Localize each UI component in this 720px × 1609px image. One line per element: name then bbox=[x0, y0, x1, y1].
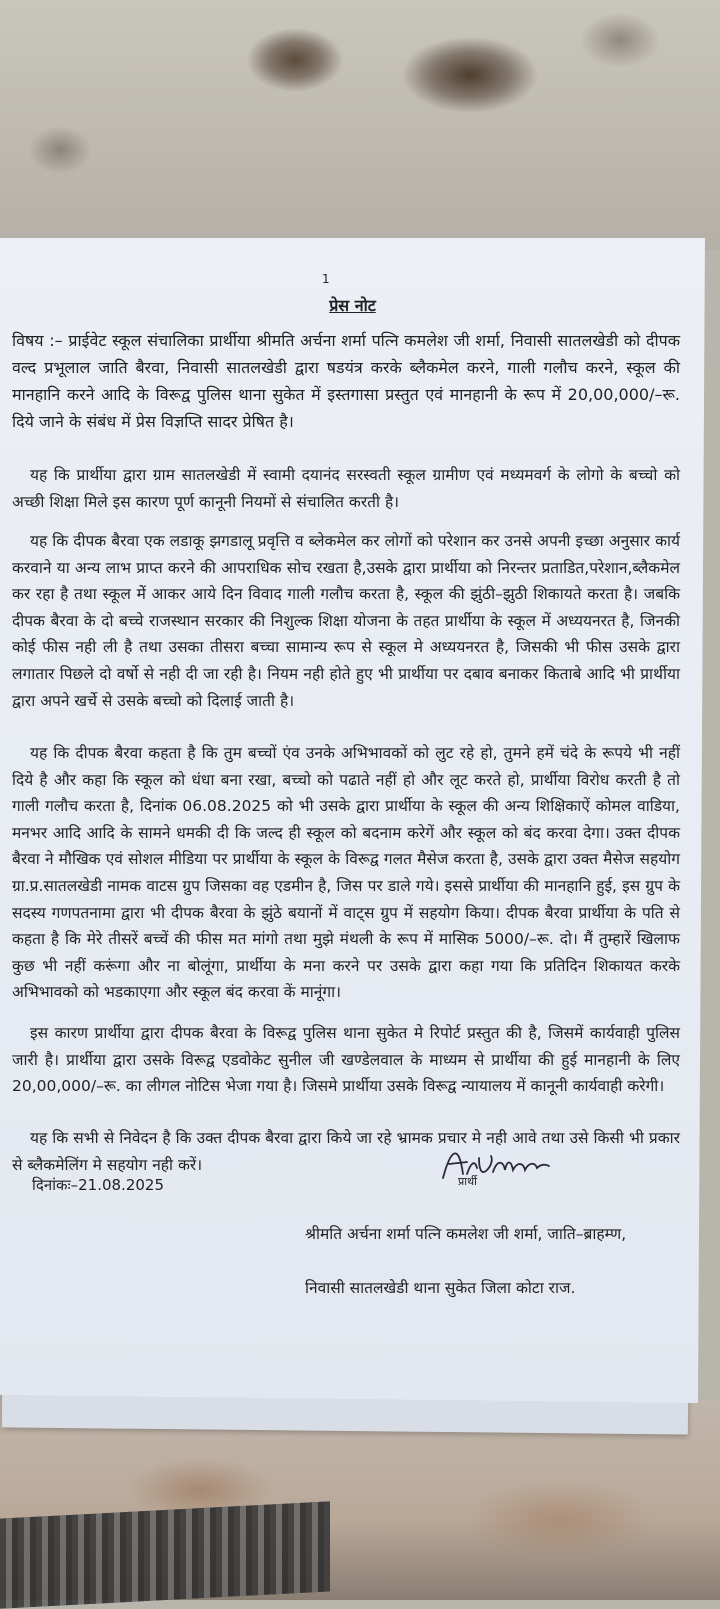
handwritten-signature bbox=[437, 1138, 557, 1186]
document-date: दिनांकः–21.08.2025 bbox=[32, 1176, 164, 1194]
sender-line-2: निवासी सातलखेडी थाना सुकेत जिला कोटा राज. bbox=[305, 1279, 576, 1297]
fabric-corner bbox=[0, 1501, 330, 1608]
body-paragraph-4: इस कारण प्रार्थीया द्वारा दीपक बैरवा के विरूद्व पुलिस थाना सुकेत मे रिपोर्ट प्रस्तुत की है, जिसमें कार्यवाही पुलिस जारी है। प्रार्थीया द्वारा उसके विरूद्व एडवोकेट सुनील जी खण्डेलवाल के माध्यम से प्रार्थीया की हुई मानहानी के लिए 20,00,000/–रू. का लीगल नोटिस भेजा गया है। जिसमे प्रार्थीया उसके विरूद्व न्यायालय में कानूनी कार्यवाही करेगी। bbox=[12, 1024, 680, 1096]
body-paragraph-2: यह कि दीपक बैरवा एक लडाकू झगडालू प्रवृत्ति व ब्लेकमेल कर लोगों को परेशान कर उनसे अपनी इच्छा अनुसार कार्य करवाने या अन्य लाभ प्राप्त करने की आपराधिक सोच रखता है,उसके द्वारा प्रार्थीया को निरन्तर प्रताडित,परेशान,ब्लैकमेल कर रहा है तथा स्कूल मेें आकर आये दिन विवाद गाली गलौच करता है, स्कूल की झुंठी–झुठी शिकायते करता है। जबकि दीपक बैरवा के दो बच्चे राजस्थान सरकार की निशुल्क शिक्षा योजना के तहत प्रार्थीया के स्कूल में अध्ययनरत है, जिनकी कोई फीस नही ली है तथा उसका तीसरा बच्चा सामान्य रूप से स्कूल मे अध्ययनरत है, जिसकी भी फीस उसके द्वारा लगातार पिछले दो वर्षो से नही दी जा रही है। नियम नही होते हुए भी प्रार्थीया पर दबाव बनाकर किताबे आदि भी प्रार्थीया द्वारा अपने खर्चे से उसके बच्चो को दिलाई जाती है। bbox=[12, 532, 680, 710]
body-paragraph-3: यह कि दीपक बैरवा कहता है कि तुम बच्चों एंव उनके अभिभावकों को लुट रहे हो, तुमने हमें चंदे के रूपये भी नहीं दिये है और कहा कि स्कूल को धंधा बना रखा, बच्चो को पढाते नहीं हो और लूट करते हो, प्रार्थीया विरोध करती है तो गाली गलौच करता है, दिनांक 06.08.2025 को भी उसके द्वारा प्रार्थीया के स्कूल की अन्य शिक्षिकाऐं कोमल वाडिया, मनभर आदि आदि के सामने धमकी दी कि जल्द ही स्कूल को बदनाम करेगें और स्कूल को बंद करवा देगा। उक्त दीपक बैरवा ने मौखिक एवं सोशल मीडिया पर प्रार्थीया के स्कूल के विरूद्व गलत मैसेज करता है, उसके द्वारा उक्त मैसेज सहयोग ग्रा.प्र.सातलखेडी नामक वाटस ग्रुप जिसका वह एडमीन है, जिस पर डाले गये। इससे प्रार्थीया की मानहानि हुई, इस ग्रुप के सदस्य गणपतनामा द्वारा भी दीपक बैरवा के झुंठे बयानों में वाट्स ग्रुप में सहयोग किया। दीपक बैरवा प्रार्थीया के पति से कहता है कि मेरे तीसरें बच्चें की फीस मत मांगो तथा मुझे मंथली के रूप में मासिक 5000/–रू. दो। मैं तुम्हारें खिलाफ कुछ भी नहीं करूंगा और ना बोलूंगा, प्रार्थीया के मना करने पर उसके द्वारा कहा गया कि प्रतिदिन शिकायत करके अभिभावको को भडकाएगा और स्कूल बंद करवा कें मानूंगा। bbox=[12, 744, 680, 1002]
body-paragraph-5: यह कि सभी से निवेदन है कि उक्त दीपक बैरवा द्वारा किये जा रहे भ्रामक प्रचार मे नही आवे तथा उसे किसी भी प्रकार से ब्लैकमेलिंग मे सहयोग नही करें। bbox=[12, 1129, 680, 1174]
document-title bbox=[0, 295, 705, 317]
sender-line-1: श्रीमति अर्चना शर्मा पत्नि कमलेश जी शर्मा, जाति–ब्राहम्ण, bbox=[305, 1225, 627, 1243]
signature-label: प्रार्थी bbox=[458, 1175, 477, 1188]
sender-details bbox=[305, 1194, 677, 1329]
subject-paragraph: विषय :– प्राईवेट स्कूल संचालिका प्रार्थीया श्रीमति अर्चना शर्मा पत्नि कमलेश जी शर्मा, निवासी सातलखेडी को दीपक वल्द प्रभूलाल जाति बैरवा, निवासी सातलखेडी द्वारा षडयंत्र करके ब्लैकमेल करने, गाली गलौच करने, स्कूल की मानहानि करने आदि के विरूद्व पुलिस थाना सुकेत में इस्तगासा प्रस्तुत एवं मानहानी के रूप में 20,00,000/–रू. दिये जाने के संबंध में प्रेस विज्ञप्ति सादर प्रेषित है। bbox=[12, 331, 680, 431]
page-number: 1 bbox=[322, 272, 330, 286]
document-title-text: प्रेस नोट bbox=[329, 296, 376, 315]
body-paragraph-1: यह कि प्रार्थीया द्वारा ग्राम सातलखेडी में स्वामी दयानंद सरस्वती स्कूल ग्रामीण एवं मध्यमवर्ग के लोगो के बच्चो को अच्छी शिक्षा मिले इस कारण पूर्ण कानूनी नियमों से संचालित करती है। bbox=[12, 466, 680, 511]
background-surface-top bbox=[0, 0, 720, 250]
